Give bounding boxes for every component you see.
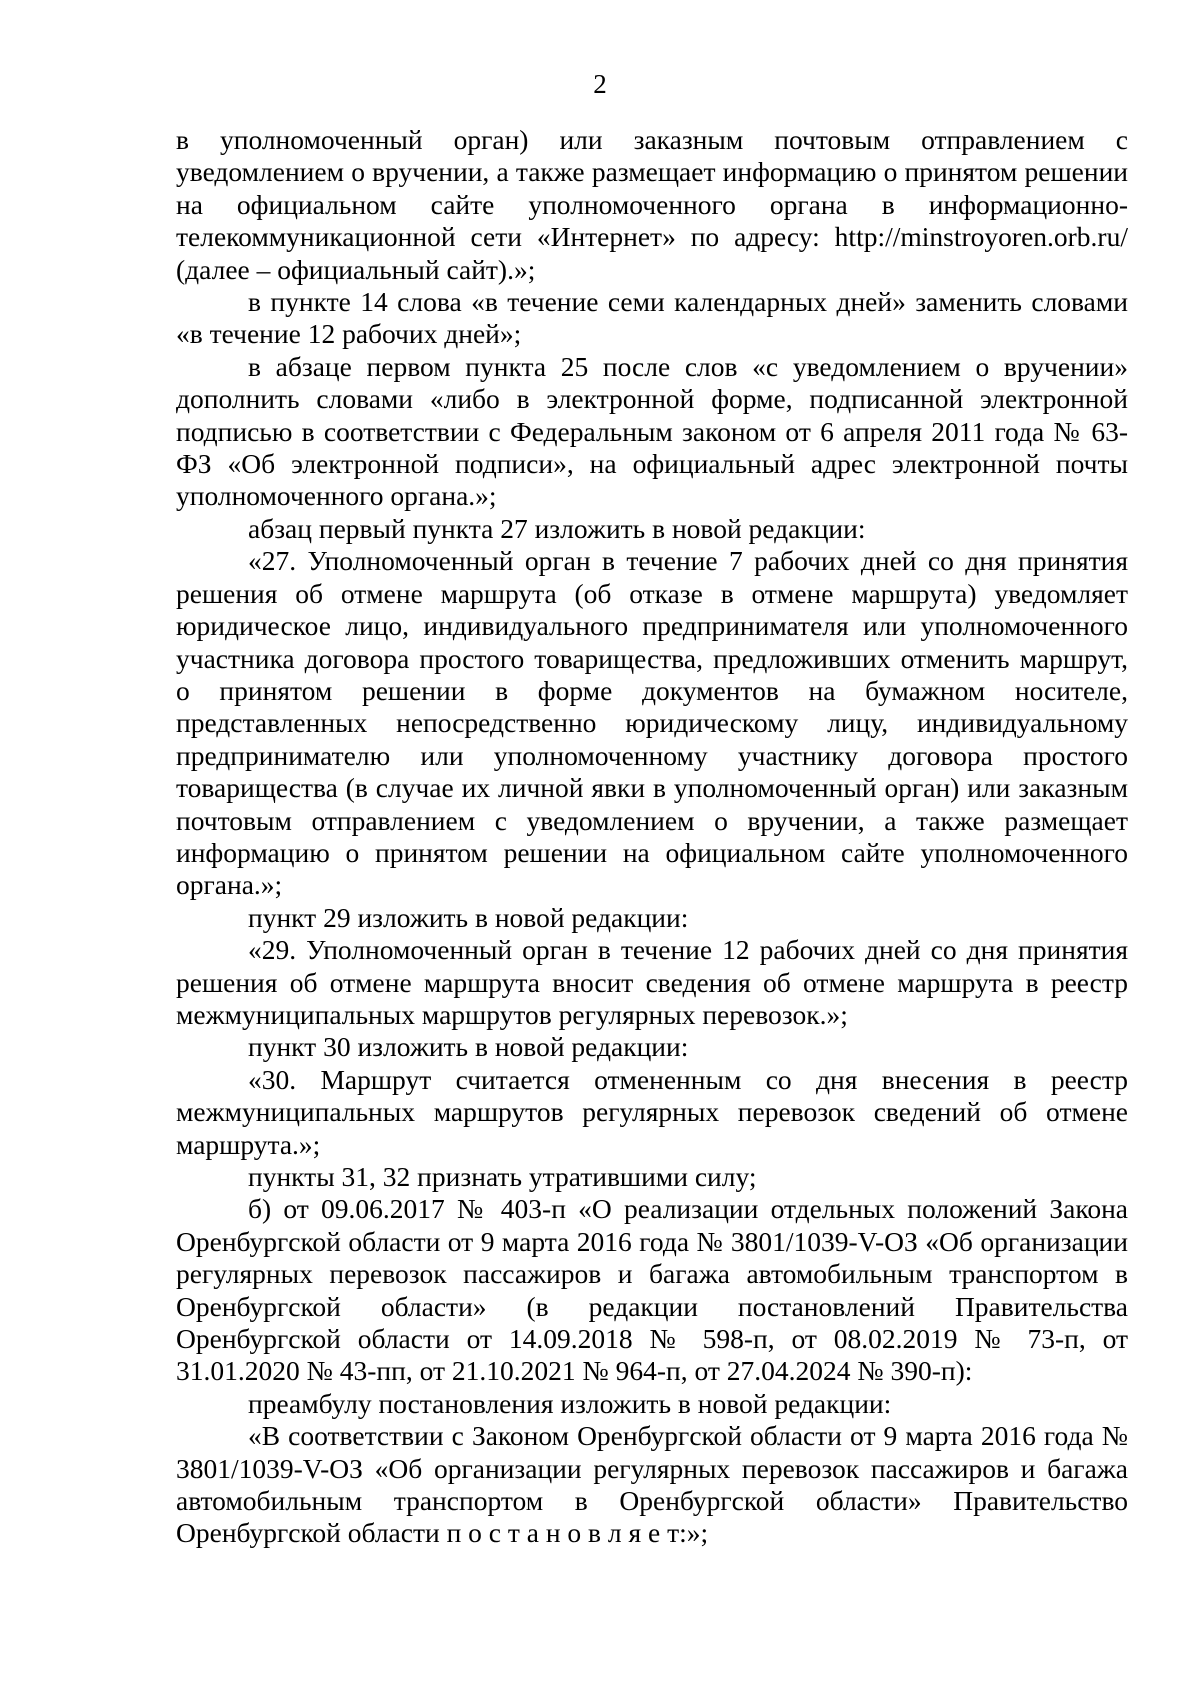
paragraph-quoted-item-27: «27. Уполномоченный орган в течение 7 рабочих дней со дня принятия решения об отмене маршрута (об отказе в отмене маршрута) уведомляет юридическое лицо, индивидуального предпринимателя или уполномоченного участника договора простого товарищества, предложивших отменить маршрут, о принятом решении в форме документов на бумажном носителе, представленных непосредственно юридическому лицу, индивидуальному предпринимателю или уполномоченному участнику договора простого товарищества (в случае их личной явки в уполномоченный орган) или заказным почтовым отправлением с уведомлением о вручении, а также размещает информацию о принятом решении на официальном сайте уполномоченного органа.»; bbox=[176, 545, 1128, 901]
paragraph-continuation: в уполномоченный орган) или заказным почтовым отправлением с уведомлением о вручении, а также размещает информацию о принятом решении на официальном сайте уполномоченного органа в информационно-телекоммуникационной сети «Интернет» по адресу: http://minstroyoren.orb.ru/ (далее – официальный сайт).»; bbox=[176, 124, 1128, 285]
paragraph: пункт 29 изложить в новой редакции: bbox=[248, 901, 689, 933]
paragraph: абзац первый пункта 27 изложить в новой редакции: bbox=[248, 512, 866, 544]
page-number: 2 bbox=[593, 69, 607, 99]
paragraph: в пункте 14 слова «в течение семи календарных дней» заменить словами «в течение 12 рабочих дней»; bbox=[176, 286, 1128, 350]
paragraph-subitem-b: б) от 09.06.2017 № 403-п «О реализации отдельных положений Закона Оренбургской области от 9 марта 2016 года № 3801/1039-V-ОЗ «Об организации регулярных перевозок пассажиров и багажа автомобильным транспортом в Оренбургской области» (в редакции постановлений Правительства Оренбургской области от 14.09.2018 № 598-п, от 08.02.2019 № 73-п, от 31.01.2020 № 43-пп, от 21.10.2021 № 964-п, от 27.04.2024 № 390-п): bbox=[176, 1193, 1128, 1387]
paragraph-quoted-preamble: «В соответствии с Законом Оренбургской области от 9 марта 2016 года № 3801/1039-V-ОЗ «Об организации регулярных перевозок пассажиров и багажа автомобильным транспортом в Оренбургской области» Правительство Оренбургской области п о с т а н о в л я е т:»; bbox=[176, 1420, 1128, 1549]
paragraph: пункт 30 изложить в новой редакции: bbox=[248, 1031, 689, 1063]
paragraph-quoted-item-30: «30. Маршрут считается отмененным со дня внесения в реестр межмуниципальных маршрутов регулярных перевозок сведений об отмене маршрута.»; bbox=[176, 1063, 1128, 1160]
paragraph: преамбулу постановления изложить в новой редакции: bbox=[248, 1387, 892, 1419]
paragraph-quoted-item-29: «29. Уполномоченный орган в течение 12 рабочих дней со дня принятия решения об отмене маршрута вносит сведения об отмене маршрута в реестр межмуниципальных маршрутов регулярных перевозок.»; bbox=[176, 934, 1128, 1030]
document-body bbox=[176, 124, 1128, 1550]
paragraph: пункты 31, 32 признать утратившими силу; bbox=[248, 1161, 757, 1192]
paragraph: в абзаце первом пункта 25 после слов «с уведомлением о вручении» дополнить словами «либо в электронной форме, подписанной электронной подписью в соответствии с Федеральным законом от 6 апреля 2011 года № 63-ФЗ «Об электронной подписи», на официальный адрес электронной почты уполномоченного органа.»; bbox=[176, 350, 1128, 512]
